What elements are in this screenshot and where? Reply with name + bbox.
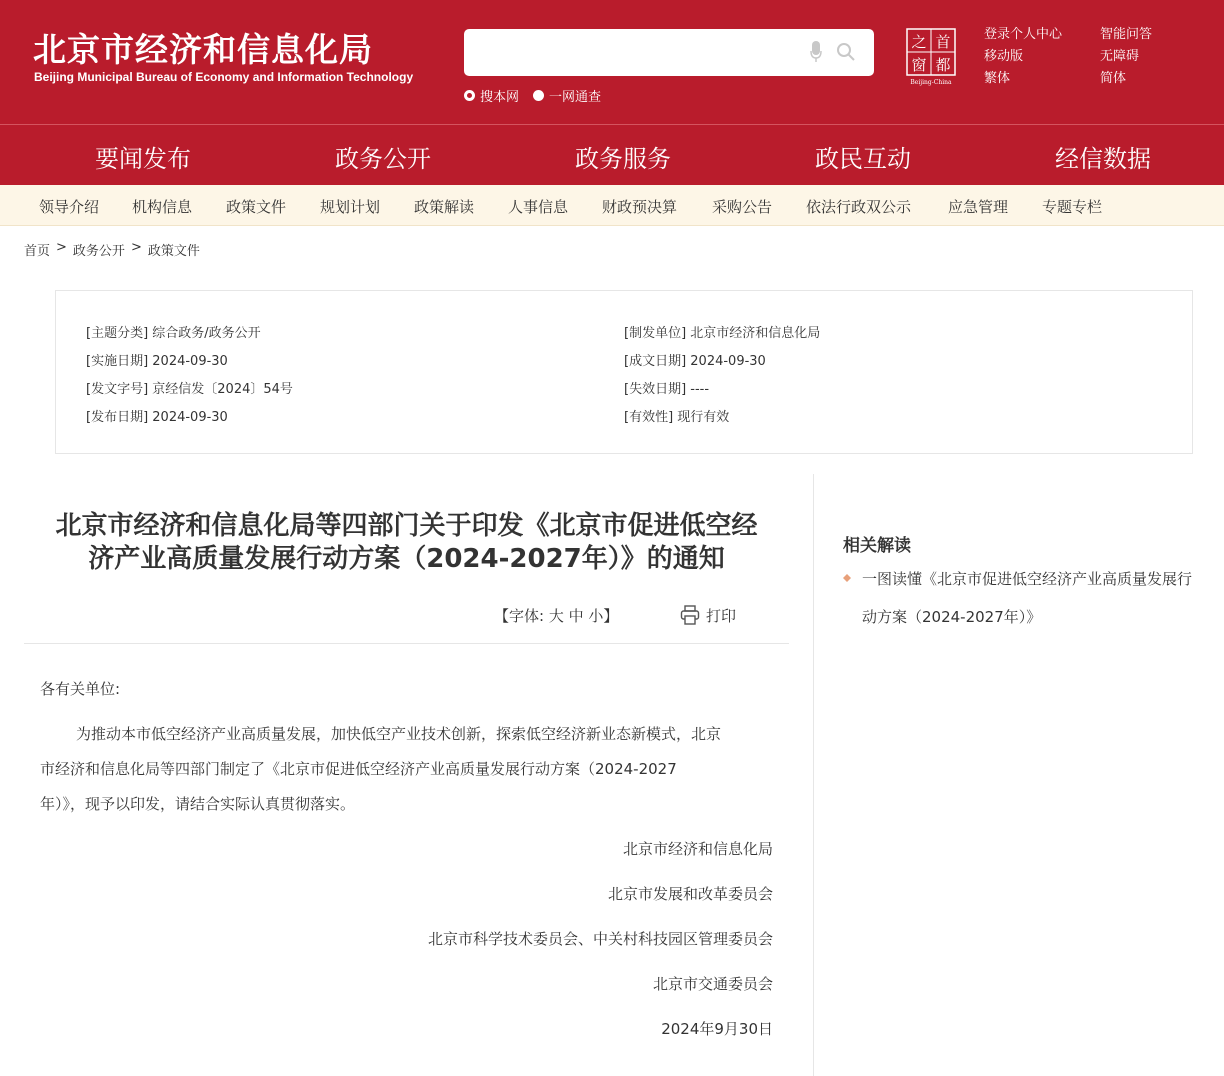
meta-expiry-date: [失效日期] ---- — [624, 382, 710, 397]
meta-doc-number: [发文字号] 京经信发〔2024〕54号 — [86, 382, 293, 397]
search-scope-options — [464, 86, 601, 105]
site-header — [0, 0, 1224, 124]
accessibility-link[interactable]: 无障碍 — [1100, 49, 1140, 64]
seal-caption: Beijing-China — [910, 79, 952, 86]
breadcrumb-separator: > — [130, 240, 142, 255]
search-input[interactable] — [464, 29, 874, 76]
site-logo-subtitle: Beijing Municipal Bureau of Economy and Information Technology — [34, 70, 414, 84]
nav-data[interactable]: 经信数据 — [1055, 145, 1151, 173]
search-scope-all[interactable] — [533, 86, 601, 105]
subnav-item[interactable]: 机构信息 — [132, 198, 193, 216]
article-title-line: 北京市经济和信息化局等四部门关于印发《北京市促进低空经 — [55, 511, 758, 541]
related-interpretation-title: 相关解读 — [843, 536, 911, 556]
article-paragraph-line: 市经济和信息化局等四部门制定了《北京市促进低空经济产业高质量发展行动方案（2024-2027 — [40, 760, 677, 778]
traditional-link[interactable]: 繁体 — [984, 71, 1011, 86]
article-title-line: 济产业高质量发展行动方案（2024-2027年）》的通知 — [88, 544, 725, 574]
signature-line: 北京市交通委员会 — [652, 975, 773, 993]
header-links — [984, 26, 1180, 87]
nav-interaction[interactable]: 政民互动 — [815, 145, 911, 173]
signature-line: 北京市发展和改革委员会 — [607, 885, 773, 903]
subnav-item[interactable]: 人事信息 — [508, 198, 569, 216]
nav-news[interactable]: 要闻发布 — [95, 145, 191, 173]
site-logo-title[interactable]: 北京市经济和信息化局 — [33, 30, 373, 69]
signature-line: 北京市科学技术委员会、中关村科技园区管理委员会 — [427, 930, 773, 948]
meta-written-date: [成文日期] 2024-09-30 — [624, 354, 766, 369]
breadcrumb-separator: > — [56, 240, 67, 255]
article-divider — [24, 643, 789, 644]
nav-gov-affairs[interactable]: 政务公开 — [335, 139, 431, 174]
capital-window-logo[interactable] — [906, 28, 960, 86]
subnav-item[interactable]: 领导介绍 — [39, 198, 100, 216]
meta-publish-date: [发布日期] 2024-09-30 — [86, 410, 228, 425]
related-link-line[interactable]: 动方案（2024-2027年）》 — [862, 608, 1042, 626]
print-icon[interactable] — [680, 605, 700, 625]
subnav-item[interactable]: 财政预决算 — [602, 198, 678, 216]
sub-nav — [0, 185, 1224, 226]
font-size-switcher[interactable]: 【字体: 大 中 小】 — [494, 607, 619, 625]
breadcrumb-home[interactable]: 首页 — [24, 244, 51, 259]
subnav-item[interactable]: 政策文件 — [226, 198, 287, 216]
related-link-line[interactable]: 一图读懂《北京市促进低空经济产业高质量发展行 — [862, 570, 1193, 588]
subnav-item[interactable]: 依法行政双公示 — [806, 198, 912, 216]
subnav-item[interactable]: 应急管理 — [948, 198, 1009, 216]
seal-char: 首 — [935, 33, 951, 51]
subnav-item[interactable]: 规划计划 — [320, 198, 381, 216]
document-meta-box — [55, 290, 1193, 454]
subnav-item[interactable]: 政策解读 — [414, 198, 475, 216]
article-paragraph-line: 为推动本市低空经济产业高质量发展，加快低空产业技术创新，探索低空经济新业态新模式，北京 — [76, 725, 722, 743]
subnav-item[interactable]: 专题专栏 — [1042, 198, 1103, 216]
article-title — [24, 510, 789, 576]
radio-selected-icon[interactable] — [464, 90, 475, 101]
breadcrumb-gov-affairs[interactable]: 政务公开 — [72, 244, 125, 259]
meta-validity: [有效性] 现行有效 — [624, 410, 730, 425]
bullet-icon — [843, 574, 851, 582]
meta-issuer: [制发单位] 北京市经济和信息化局 — [624, 326, 821, 341]
nav-gov-services[interactable]: 政务服务 — [575, 145, 671, 173]
print-button[interactable]: 打印 — [706, 607, 737, 625]
smart-qa-link[interactable]: 智能问答 — [1100, 27, 1153, 42]
radio-icon[interactable] — [533, 90, 544, 101]
signature-line: 北京市经济和信息化局 — [622, 840, 773, 858]
login-link[interactable]: 登录个人中心 — [984, 27, 1063, 42]
signature-date: 2024年9月30日 — [661, 1020, 773, 1038]
search-icon[interactable] — [836, 42, 856, 62]
seal-char: 之 — [911, 33, 927, 51]
search-scope-all-label: 一网通查 — [549, 90, 602, 105]
subnav-item[interactable]: 采购公告 — [712, 198, 773, 216]
article-salutation: 各有关单位: — [40, 680, 121, 698]
breadcrumb-policy-docs[interactable]: 政策文件 — [147, 244, 200, 259]
search-scope-site-label: 搜本网 — [480, 90, 520, 105]
meta-topic: [主题分类] 综合政务/政务公开 — [86, 326, 261, 341]
simplified-link[interactable]: 简体 — [1100, 71, 1127, 86]
meta-effective-date: [实施日期] 2024-09-30 — [86, 354, 228, 369]
seal-char: 窗 — [911, 56, 927, 74]
breadcrumb — [24, 240, 200, 259]
seal-char: 都 — [935, 56, 951, 74]
column-divider — [813, 474, 814, 1076]
microphone-icon[interactable] — [810, 41, 822, 63]
mobile-link[interactable]: 移动版 — [984, 49, 1024, 64]
article-paragraph-line: 年）》，现予以印发，请结合实际认真贯彻落实。 — [40, 795, 356, 813]
main-nav — [0, 124, 1224, 185]
search-scope-site[interactable] — [464, 86, 519, 105]
